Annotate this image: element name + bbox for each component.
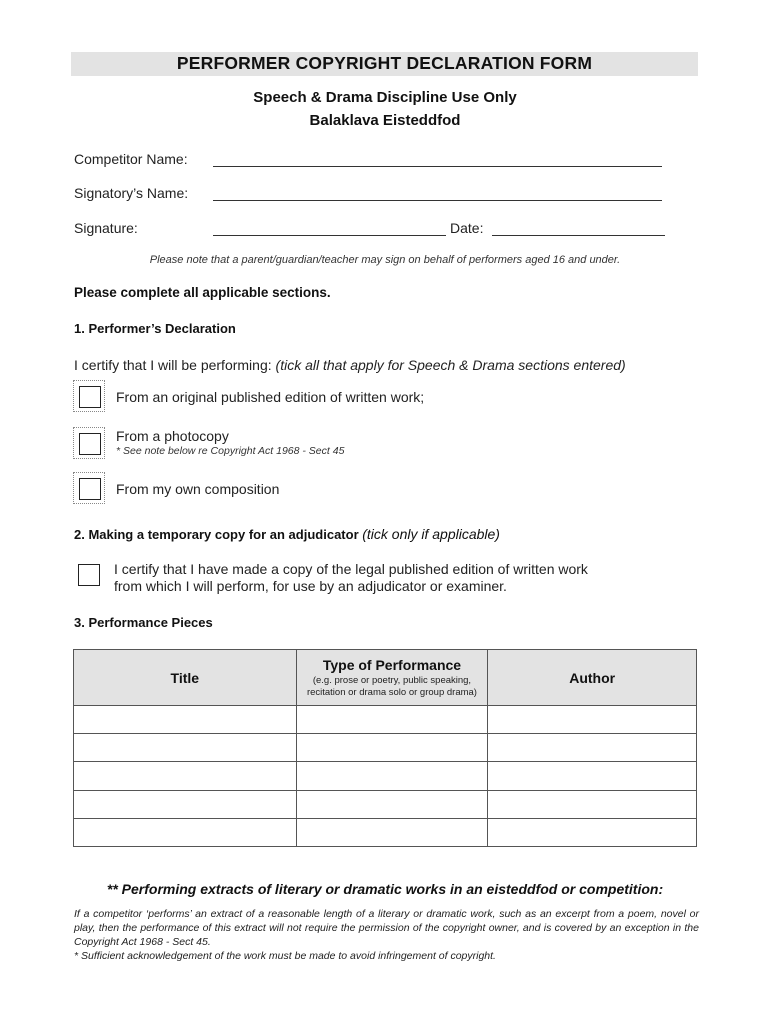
table-row <box>74 790 697 818</box>
table-cell-type[interactable] <box>296 706 488 734</box>
footer-paragraph: If a competitor ‘performs’ an extract of a reasonable length of a literary or dramatic work, such as an excerpt from a poem, novel or play, then the performance of this extract will not require the permission of the copyright owner, and is covered by an exception in the Copyright Act 1968 - Sect 45. <box>74 908 699 948</box>
signatory-name-label: Signatory’s Name: <box>74 185 189 201</box>
table-cell-title[interactable] <box>74 790 297 818</box>
signature-field[interactable] <box>213 235 446 236</box>
date-field[interactable] <box>492 235 665 236</box>
form-subtitle-event: Balaklava Eisteddfod <box>309 112 461 129</box>
section-2-heading-italic: (tick only if applicable) <box>362 526 500 542</box>
footer-acknowledgement: * Sufficient acknowledgement of the work must be made to avoid infringement of copyright. <box>74 950 496 962</box>
table-row <box>74 762 697 790</box>
table-cell-type[interactable] <box>296 762 488 790</box>
checkbox-original-edition[interactable] <box>79 386 101 408</box>
table-cell-type[interactable] <box>296 790 488 818</box>
checkbox-frame <box>73 380 105 412</box>
performance-pieces-table <box>73 649 697 847</box>
table-header-row <box>74 650 697 706</box>
section-2-heading <box>74 526 500 542</box>
column-header-title <box>74 650 297 706</box>
section-2-heading-text: 2. Making a temporary copy for an adjudicator <box>74 527 359 542</box>
section-1-intro-italic: (tick all that apply for Speech & Drama sections entered) <box>275 357 626 373</box>
checkbox-photocopy[interactable] <box>79 433 101 455</box>
option-original-edition-label: From an original published edition of written work; <box>116 389 425 405</box>
table-row <box>74 706 697 734</box>
column-header-type-subtext: (e.g. prose or poetry, public speaking, recitation or drama solo or group drama) <box>306 674 477 698</box>
column-header-type <box>296 650 488 706</box>
column-header-type-text: Type of Performance <box>322 656 462 673</box>
competitor-name-label: Competitor Name: <box>74 151 188 167</box>
section-1-intro-text: I certify that I will be performing: <box>74 357 272 373</box>
section-3-heading: 3. Performance Pieces <box>74 615 213 630</box>
signing-note: Please note that a parent/guardian/teacher may sign on behalf of performers aged 16 and under. <box>149 254 621 266</box>
table-cell-author[interactable] <box>488 790 697 818</box>
checkbox-frame <box>73 472 105 504</box>
checkbox-own-composition[interactable] <box>79 478 101 500</box>
section-2-line-2: from which I will perform, for use by an adjudicator or examiner. <box>114 578 507 594</box>
table-cell-author[interactable] <box>488 818 697 846</box>
table-cell-author[interactable] <box>488 762 697 790</box>
table-cell-title[interactable] <box>74 818 297 846</box>
checkbox-frame <box>73 427 105 459</box>
date-label: Date: <box>450 220 484 236</box>
signature-label: Signature: <box>74 220 138 236</box>
table-cell-title[interactable] <box>74 706 297 734</box>
table-row <box>74 818 697 846</box>
table-cell-type[interactable] <box>296 818 488 846</box>
section-1-intro <box>74 357 626 373</box>
footer-text <box>74 907 699 963</box>
table-row <box>74 734 697 762</box>
column-header-title-text: Title <box>170 669 200 686</box>
form-title: PERFORMER COPYRIGHT DECLARATION FORM <box>176 53 593 73</box>
table-cell-title[interactable] <box>74 762 297 790</box>
section-2-line-1: I certify that I have made a copy of the legal published edition of written work <box>114 561 588 577</box>
table-cell-type[interactable] <box>296 734 488 762</box>
table-cell-author[interactable] <box>488 734 697 762</box>
instructions: Please complete all applicable sections. <box>74 285 331 300</box>
competitor-name-field[interactable] <box>213 166 662 167</box>
option-photocopy-label: From a photocopy <box>116 428 229 444</box>
signatory-name-field[interactable] <box>213 200 662 201</box>
column-header-author <box>488 650 697 706</box>
section-1-heading: 1. Performer’s Declaration <box>74 321 236 336</box>
option-own-composition-label: From my own composition <box>116 481 280 497</box>
column-header-author-text: Author <box>569 669 616 686</box>
table-cell-title[interactable] <box>74 734 297 762</box>
footer-heading: ** Performing extracts of literary or dramatic works in an eisteddfod or competition: <box>106 881 664 897</box>
table-cell-author[interactable] <box>488 706 697 734</box>
option-photocopy-note: * See note below re Copyright Act 1968 - Sect 45 <box>116 445 345 457</box>
checkbox-temporary-copy[interactable] <box>78 564 100 586</box>
form-subtitle-discipline: Speech & Drama Discipline Use Only <box>253 89 517 106</box>
